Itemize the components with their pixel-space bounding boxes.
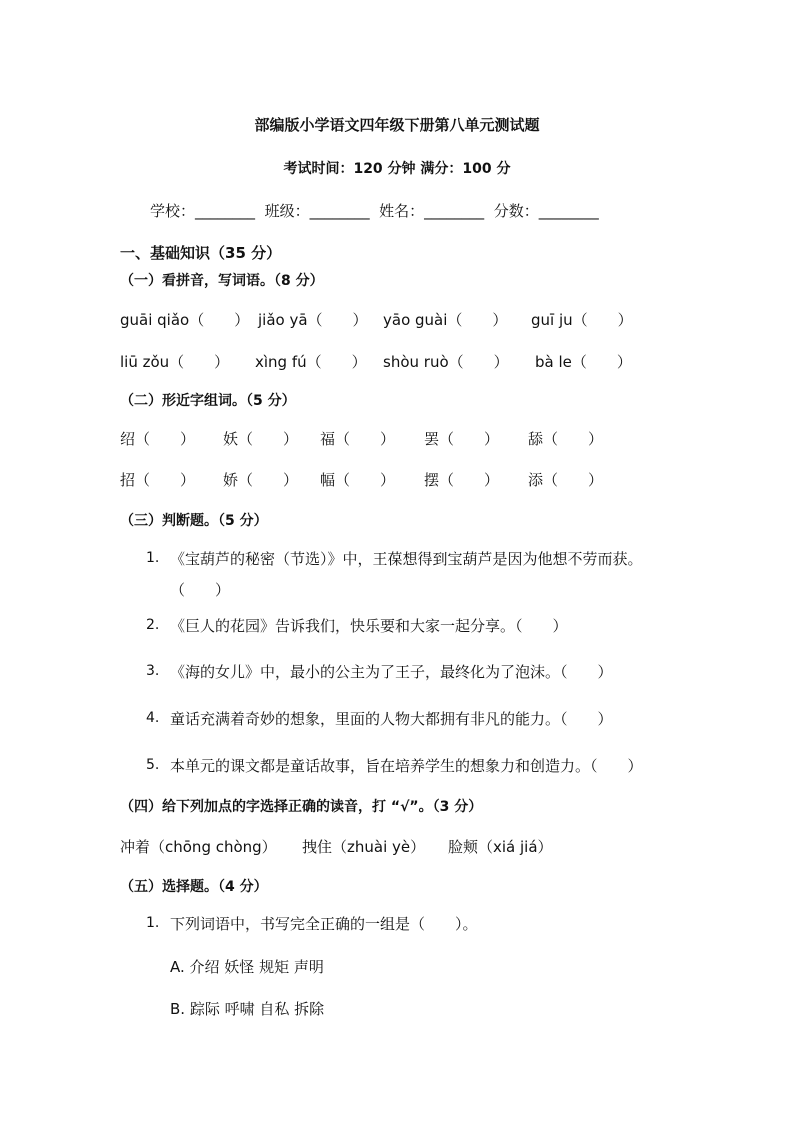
section-heading-basics: 一、基础知识（35 分） (120, 244, 282, 262)
judgement-question: 童话充满着奇妙的想象，里面的人物大都拥有非凡的能力。（ ） (170, 710, 613, 728)
judgement-question: 《海的女儿》中，最小的公主为了王子，最终化为了泡沫。（ ） (170, 663, 613, 681)
student-info-line (150, 200, 599, 221)
page-title: 部编版小学语文四年级下册第八单元测试题 (254, 116, 540, 134)
question-number: 3. (146, 663, 160, 679)
pinyin-item: yāo guài（ ） (383, 311, 508, 329)
question-number: 2. (146, 617, 160, 633)
pronunciation-item: 拽住（zhuài yè） (302, 838, 426, 856)
school-field: 学校：________ (150, 202, 256, 220)
char-item: 罢（ ） (424, 430, 500, 448)
choice-option-b: B. 踪际 呼啸 自私 拆除 (170, 1000, 325, 1018)
part5-heading: （五）选择题。（4 分） (120, 879, 268, 895)
class-field: 班级：________ (264, 202, 370, 220)
char-item: 摆（ ） (424, 471, 500, 489)
question-number: 5. (146, 757, 160, 773)
question-number: 1. (146, 550, 160, 566)
pinyin-item: jiǎo yā（ ） (258, 311, 368, 329)
name-field: 姓名：________ (379, 202, 485, 220)
score-field: 分数：________ (493, 202, 599, 220)
char-item: 幅（ ） (320, 471, 396, 489)
char-item: 娇（ ） (223, 471, 299, 489)
part1-heading: （一）看拼音，写词语。（8 分） (120, 273, 324, 289)
char-item: 添（ ） (528, 471, 604, 489)
part2-heading: （二）形近字组词。（5 分） (120, 393, 296, 409)
char-item: 福（ ） (320, 430, 396, 448)
judgement-question: 《宝葫芦的秘密（节选）》中，王葆想得到宝葫芦是因为他想不劳而获。 (170, 550, 643, 568)
judgement-question: 《巨人的花园》告诉我们，快乐要和大家一起分享。（ ） (170, 617, 568, 635)
pinyin-item: guī ju（ ） (531, 311, 633, 329)
part4-heading: （四）给下列加点的字选择正确的读音，打 “√”。（3 分） (120, 799, 483, 815)
choice-option-a: A. 介绍 妖怪 规矩 声明 (170, 958, 324, 976)
char-item: 舔（ ） (528, 430, 604, 448)
question-number: 1. (146, 915, 160, 931)
judgement-question: 本单元的课文都是童话故事，旨在培养学生的想象力和创造力。（ ） (170, 757, 643, 775)
pinyin-item: shòu ruò（ ） (383, 353, 509, 371)
pronunciation-item: 脸颊（xiá jiá） (448, 838, 553, 856)
choice-question: 下列词语中，书写完全正确的一组是（ ）。 (170, 915, 478, 933)
question-number: 4. (146, 710, 160, 726)
judgement-answer-blank: （ ） (170, 581, 231, 599)
pronunciation-item: 冲着（chōng chòng） (120, 838, 277, 856)
pinyin-item: liū zǒu（ ） (120, 353, 230, 371)
char-item: 绍（ ） (120, 430, 196, 448)
pinyin-item: bà le（ ） (535, 353, 632, 371)
char-item: 妖（ ） (223, 430, 299, 448)
pinyin-item: guāi qiǎo（ ） (120, 311, 250, 329)
part3-heading: （三）判断题。（5 分） (120, 513, 268, 529)
char-item: 招（ ） (120, 471, 196, 489)
pinyin-item: xìng fú（ ） (255, 353, 367, 371)
exam-info: 考试时间：120 分钟 满分：100 分 (283, 161, 511, 177)
